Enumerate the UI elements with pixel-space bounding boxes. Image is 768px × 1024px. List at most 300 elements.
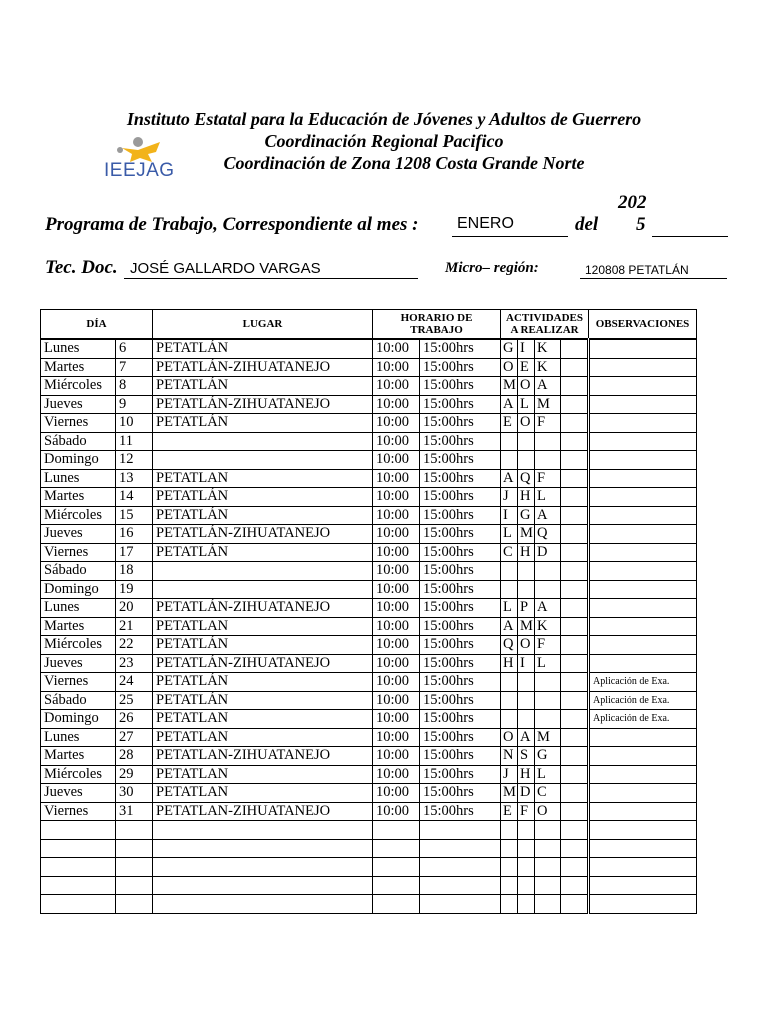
activity-cell: O xyxy=(535,802,561,821)
activity-cell xyxy=(535,562,561,581)
start-time-cell xyxy=(373,839,420,858)
activity-cell xyxy=(518,673,535,692)
activity-cell: I xyxy=(501,506,518,525)
place-cell xyxy=(153,839,373,858)
end-time-cell: 15:00hrs xyxy=(420,654,501,673)
start-time-cell: 10:00 xyxy=(373,395,420,414)
place-cell: PETATLÁN xyxy=(153,636,373,655)
table-row xyxy=(41,469,697,488)
activity-cell: D xyxy=(518,784,535,803)
start-time-cell: 10:00 xyxy=(373,525,420,544)
observation-cell xyxy=(589,636,697,655)
activity-cell: O xyxy=(501,358,518,377)
month-underline xyxy=(452,236,568,237)
place-cell xyxy=(153,858,373,877)
day-cell xyxy=(41,895,116,914)
day-cell xyxy=(41,821,116,840)
activity-cell: F xyxy=(535,469,561,488)
day-cell: Sábado xyxy=(41,432,116,451)
date-cell: 21 xyxy=(116,617,153,636)
place-cell xyxy=(153,432,373,451)
start-time-cell: 10:00 xyxy=(373,747,420,766)
table-row xyxy=(41,784,697,803)
start-time-cell: 10:00 xyxy=(373,469,420,488)
activity-cell xyxy=(501,673,518,692)
schedule-table xyxy=(40,309,697,914)
table-row xyxy=(41,377,697,396)
activity-extra-cell xyxy=(561,747,589,766)
date-cell: 23 xyxy=(116,654,153,673)
schedule-rows xyxy=(41,339,697,913)
table-row xyxy=(41,765,697,784)
place-cell: PETATLAN xyxy=(153,617,373,636)
activity-extra-cell xyxy=(561,469,589,488)
observation-cell xyxy=(589,432,697,451)
date-cell: 16 xyxy=(116,525,153,544)
end-time-cell: 15:00hrs xyxy=(420,691,501,710)
day-cell: Domingo xyxy=(41,580,116,599)
activity-cell xyxy=(501,562,518,581)
activity-cell xyxy=(535,821,561,840)
activity-extra-cell xyxy=(561,432,589,451)
place-cell: PETATLÁN xyxy=(153,339,373,358)
date-cell: 26 xyxy=(116,710,153,729)
end-time-cell xyxy=(420,821,501,840)
activity-cell: H xyxy=(501,654,518,673)
date-cell: 20 xyxy=(116,599,153,618)
start-time-cell xyxy=(373,858,420,877)
activity-cell: M xyxy=(535,728,561,747)
start-time-cell: 10:00 xyxy=(373,488,420,507)
date-cell: 29 xyxy=(116,765,153,784)
date-cell: 11 xyxy=(116,432,153,451)
activity-cell xyxy=(535,432,561,451)
start-time-cell: 10:00 xyxy=(373,506,420,525)
day-cell: Martes xyxy=(41,488,116,507)
table-row xyxy=(41,525,697,544)
start-time-cell: 10:00 xyxy=(373,543,420,562)
activity-cell: M xyxy=(535,395,561,414)
institute-title: Instituto Estatal para la Educación de Jóvenes y Adultos de Guerrero xyxy=(126,109,642,129)
activity-cell xyxy=(518,562,535,581)
activity-cell: K xyxy=(535,617,561,636)
activity-cell: Q xyxy=(501,636,518,655)
observation-cell xyxy=(589,821,697,840)
date-cell: 25 xyxy=(116,691,153,710)
activity-extra-cell xyxy=(561,580,589,599)
activity-cell: H xyxy=(518,488,535,507)
activity-cell: I xyxy=(518,654,535,673)
tec-doc-underline xyxy=(124,278,418,279)
observation-cell xyxy=(589,358,697,377)
regional-coordination: Coordinación Regional Pacifico xyxy=(264,131,504,151)
header-lugar: LUGAR xyxy=(153,310,373,340)
day-cell: Sábado xyxy=(41,691,116,710)
end-time-cell: 15:00hrs xyxy=(420,747,501,766)
activity-extra-cell xyxy=(561,673,589,692)
activity-cell: F xyxy=(518,802,535,821)
table-row xyxy=(41,414,697,433)
place-cell: PETATLÁN xyxy=(153,377,373,396)
table-row xyxy=(41,691,697,710)
activity-extra-cell xyxy=(561,691,589,710)
activity-extra-cell xyxy=(561,636,589,655)
activity-cell xyxy=(518,876,535,895)
day-cell: Miércoles xyxy=(41,636,116,655)
del-label: del xyxy=(575,214,599,235)
start-time-cell: 10:00 xyxy=(373,339,420,358)
place-cell: PETATLÁN xyxy=(153,414,373,433)
activity-cell xyxy=(518,691,535,710)
end-time-cell: 15:00hrs xyxy=(420,802,501,821)
activity-cell: N xyxy=(501,747,518,766)
end-time-cell xyxy=(420,876,501,895)
observation-cell xyxy=(589,562,697,581)
day-cell: Viernes xyxy=(41,543,116,562)
place-cell: PETATLAN-ZIHUATANEJO xyxy=(153,802,373,821)
observation-cell xyxy=(589,802,697,821)
end-time-cell: 15:00hrs xyxy=(420,395,501,414)
place-cell: PETATLÁN xyxy=(153,691,373,710)
activity-cell xyxy=(518,858,535,877)
activity-cell xyxy=(535,895,561,914)
header-observaciones: OBSERVACIONES xyxy=(589,310,697,340)
place-cell xyxy=(153,821,373,840)
activity-extra-cell xyxy=(561,839,589,858)
end-time-cell: 15:00hrs xyxy=(420,488,501,507)
observation-cell: Aplicación de Exa. xyxy=(589,673,697,692)
activity-cell: G xyxy=(535,747,561,766)
end-time-cell: 15:00hrs xyxy=(420,543,501,562)
end-time-cell: 15:00hrs xyxy=(420,451,501,470)
date-cell: 27 xyxy=(116,728,153,747)
activity-cell: D xyxy=(535,543,561,562)
logo-text: IEEJAG xyxy=(104,160,175,181)
date-cell: 7 xyxy=(116,358,153,377)
date-cell xyxy=(116,858,153,877)
day-cell: Martes xyxy=(41,747,116,766)
activity-extra-cell xyxy=(561,562,589,581)
table-row xyxy=(41,432,697,451)
date-cell: 6 xyxy=(116,339,153,358)
activity-extra-cell xyxy=(561,451,589,470)
day-cell: Miércoles xyxy=(41,506,116,525)
activity-cell: L xyxy=(535,654,561,673)
start-time-cell: 10:00 xyxy=(373,802,420,821)
zone-coordination: Coordinación de Zona 1208 Costa Grande Norte xyxy=(223,153,585,173)
activity-cell xyxy=(535,858,561,877)
tec-doc-name: JOSÉ GALLARDO VARGAS xyxy=(130,260,321,277)
activity-extra-cell xyxy=(561,728,589,747)
activity-cell: L xyxy=(501,599,518,618)
activity-extra-cell xyxy=(561,599,589,618)
day-cell: Jueves xyxy=(41,525,116,544)
end-time-cell: 15:00hrs xyxy=(420,673,501,692)
place-cell: PETATLÁN xyxy=(153,673,373,692)
activity-cell: L xyxy=(518,395,535,414)
activity-cell: M xyxy=(518,525,535,544)
activity-cell xyxy=(501,451,518,470)
end-time-cell: 15:00hrs xyxy=(420,728,501,747)
end-time-cell: 15:00hrs xyxy=(420,617,501,636)
end-time-cell: 15:00hrs xyxy=(420,710,501,729)
day-cell: Miércoles xyxy=(41,765,116,784)
activity-extra-cell xyxy=(561,617,589,636)
activity-cell: L xyxy=(501,525,518,544)
micro-region-label: Micro– región: xyxy=(445,260,539,276)
activity-cell xyxy=(518,451,535,470)
end-time-cell: 15:00hrs xyxy=(420,765,501,784)
start-time-cell xyxy=(373,876,420,895)
day-cell: Lunes xyxy=(41,339,116,358)
year-top: 202 xyxy=(618,192,647,213)
observation-cell xyxy=(589,617,697,636)
start-time-cell: 10:00 xyxy=(373,673,420,692)
year-bottom: 5 xyxy=(636,214,646,235)
place-cell xyxy=(153,451,373,470)
table-row xyxy=(41,562,697,581)
date-cell: 9 xyxy=(116,395,153,414)
end-time-cell: 15:00hrs xyxy=(420,506,501,525)
date-cell: 15 xyxy=(116,506,153,525)
table-row xyxy=(41,747,697,766)
place-cell: PETATLAN xyxy=(153,710,373,729)
end-time-cell: 15:00hrs xyxy=(420,432,501,451)
date-cell: 12 xyxy=(116,451,153,470)
start-time-cell: 10:00 xyxy=(373,451,420,470)
start-time-cell: 10:00 xyxy=(373,580,420,599)
table-header-row xyxy=(41,310,697,340)
activity-cell xyxy=(518,895,535,914)
activity-cell: L xyxy=(535,488,561,507)
activity-cell xyxy=(518,432,535,451)
activity-cell: P xyxy=(518,599,535,618)
observation-cell xyxy=(589,451,697,470)
activity-cell xyxy=(501,432,518,451)
date-cell: 19 xyxy=(116,580,153,599)
activity-cell: K xyxy=(535,339,561,358)
day-cell: Jueves xyxy=(41,395,116,414)
day-cell: Lunes xyxy=(41,728,116,747)
table-row xyxy=(41,876,697,895)
end-time-cell: 15:00hrs xyxy=(420,599,501,618)
place-cell xyxy=(153,580,373,599)
table-row xyxy=(41,339,697,358)
activity-cell: A xyxy=(501,395,518,414)
table-row xyxy=(41,728,697,747)
start-time-cell: 10:00 xyxy=(373,691,420,710)
activity-cell: J xyxy=(501,488,518,507)
activity-extra-cell xyxy=(561,414,589,433)
observation-cell xyxy=(589,858,697,877)
activity-cell: M xyxy=(501,784,518,803)
date-cell: 31 xyxy=(116,802,153,821)
table-row xyxy=(41,895,697,914)
activity-cell: O xyxy=(518,377,535,396)
date-cell: 13 xyxy=(116,469,153,488)
date-cell: 14 xyxy=(116,488,153,507)
start-time-cell: 10:00 xyxy=(373,562,420,581)
activity-cell: E xyxy=(501,414,518,433)
activity-extra-cell xyxy=(561,895,589,914)
activity-cell: J xyxy=(501,765,518,784)
end-time-cell xyxy=(420,895,501,914)
activity-extra-cell xyxy=(561,784,589,803)
table-row xyxy=(41,506,697,525)
end-time-cell: 15:00hrs xyxy=(420,469,501,488)
date-cell: 24 xyxy=(116,673,153,692)
table-row xyxy=(41,599,697,618)
activity-cell xyxy=(501,895,518,914)
activity-extra-cell xyxy=(561,802,589,821)
activity-cell: C xyxy=(501,543,518,562)
activity-cell: K xyxy=(535,358,561,377)
day-cell xyxy=(41,858,116,877)
place-cell: PETATLÁN xyxy=(153,543,373,562)
day-cell: Jueves xyxy=(41,654,116,673)
date-cell: 17 xyxy=(116,543,153,562)
observation-cell xyxy=(589,395,697,414)
day-cell xyxy=(41,876,116,895)
day-cell: Domingo xyxy=(41,451,116,470)
micro-region-underline xyxy=(580,278,727,279)
activity-cell xyxy=(518,710,535,729)
activity-cell xyxy=(501,858,518,877)
activity-cell: E xyxy=(518,358,535,377)
activity-cell: Q xyxy=(535,525,561,544)
ieejag-logo xyxy=(104,134,184,184)
observation-cell xyxy=(589,728,697,747)
activity-cell: O xyxy=(518,414,535,433)
start-time-cell: 10:00 xyxy=(373,636,420,655)
activity-extra-cell xyxy=(561,821,589,840)
start-time-cell: 10:00 xyxy=(373,784,420,803)
day-cell: Lunes xyxy=(41,469,116,488)
start-time-cell: 10:00 xyxy=(373,414,420,433)
activity-extra-cell xyxy=(561,765,589,784)
day-cell: Lunes xyxy=(41,599,116,618)
activity-cell: Q xyxy=(518,469,535,488)
activity-extra-cell xyxy=(561,710,589,729)
observation-cell xyxy=(589,839,697,858)
activity-cell xyxy=(535,839,561,858)
observation-cell xyxy=(589,765,697,784)
end-time-cell: 15:00hrs xyxy=(420,525,501,544)
observation-cell xyxy=(589,543,697,562)
observation-cell xyxy=(589,784,697,803)
end-time-cell: 15:00hrs xyxy=(420,358,501,377)
observation-cell xyxy=(589,654,697,673)
activity-cell xyxy=(501,839,518,858)
header-dia: DÍA xyxy=(41,310,153,340)
start-time-cell: 10:00 xyxy=(373,432,420,451)
date-cell xyxy=(116,821,153,840)
start-time-cell: 10:00 xyxy=(373,728,420,747)
day-cell: Viernes xyxy=(41,673,116,692)
activity-cell: M xyxy=(518,617,535,636)
start-time-cell: 10:00 xyxy=(373,617,420,636)
activity-cell xyxy=(535,451,561,470)
start-time-cell: 10:00 xyxy=(373,654,420,673)
activity-extra-cell xyxy=(561,876,589,895)
activity-cell: I xyxy=(518,339,535,358)
activity-cell: G xyxy=(518,506,535,525)
tec-doc-label: Tec. Doc. xyxy=(45,257,118,278)
date-cell xyxy=(116,876,153,895)
activity-cell xyxy=(501,821,518,840)
end-time-cell: 15:00hrs xyxy=(420,414,501,433)
end-time-cell: 15:00hrs xyxy=(420,580,501,599)
table-row xyxy=(41,580,697,599)
activity-cell xyxy=(501,580,518,599)
table-row xyxy=(41,488,697,507)
micro-region-value: 120808 PETATLÁN xyxy=(585,263,689,277)
place-cell: PETATLAN xyxy=(153,469,373,488)
activity-cell: C xyxy=(535,784,561,803)
start-time-cell: 10:00 xyxy=(373,599,420,618)
date-cell: 8 xyxy=(116,377,153,396)
day-cell: Martes xyxy=(41,617,116,636)
observation-cell xyxy=(589,599,697,618)
observation-cell xyxy=(589,895,697,914)
year-underline xyxy=(652,236,728,237)
start-time-cell: 10:00 xyxy=(373,710,420,729)
activity-cell: O xyxy=(518,636,535,655)
day-cell: Miércoles xyxy=(41,377,116,396)
place-cell: PETATLÁN-ZIHUATANEJO xyxy=(153,395,373,414)
activity-cell xyxy=(535,580,561,599)
place-cell: PETATLÁN xyxy=(153,488,373,507)
table-row xyxy=(41,858,697,877)
day-cell: Martes xyxy=(41,358,116,377)
place-cell xyxy=(153,895,373,914)
activity-cell: H xyxy=(518,765,535,784)
header-horario: HORARIO DE TRABAJO xyxy=(373,310,501,340)
table-row xyxy=(41,395,697,414)
table-row xyxy=(41,673,697,692)
activity-cell: A xyxy=(535,377,561,396)
day-cell: Sábado xyxy=(41,562,116,581)
place-cell: PETATLAN xyxy=(153,784,373,803)
observation-cell xyxy=(589,525,697,544)
date-cell: 10 xyxy=(116,414,153,433)
place-cell: PETATLÁN xyxy=(153,506,373,525)
end-time-cell: 15:00hrs xyxy=(420,339,501,358)
activity-extra-cell xyxy=(561,654,589,673)
observation-cell xyxy=(589,580,697,599)
observation-cell xyxy=(589,339,697,358)
end-time-cell: 15:00hrs xyxy=(420,377,501,396)
observation-cell xyxy=(589,506,697,525)
program-label: Programa de Trabajo, Correspondiente al mes : xyxy=(45,214,419,235)
end-time-cell xyxy=(420,858,501,877)
activity-cell: A xyxy=(501,617,518,636)
table-row xyxy=(41,617,697,636)
observation-cell xyxy=(589,488,697,507)
activity-cell: F xyxy=(535,636,561,655)
activity-cell: A xyxy=(518,728,535,747)
date-cell: 28 xyxy=(116,747,153,766)
day-cell: Domingo xyxy=(41,710,116,729)
header-actividades: ACTIVIDADES A REALIZAR xyxy=(501,310,589,340)
activity-extra-cell xyxy=(561,358,589,377)
activity-extra-cell xyxy=(561,543,589,562)
place-cell: PETATLÁN-ZIHUATANEJO xyxy=(153,525,373,544)
activity-extra-cell xyxy=(561,525,589,544)
place-cell: PETATLAN-ZIHUATANEJO xyxy=(153,747,373,766)
day-cell: Viernes xyxy=(41,414,116,433)
activity-extra-cell xyxy=(561,488,589,507)
